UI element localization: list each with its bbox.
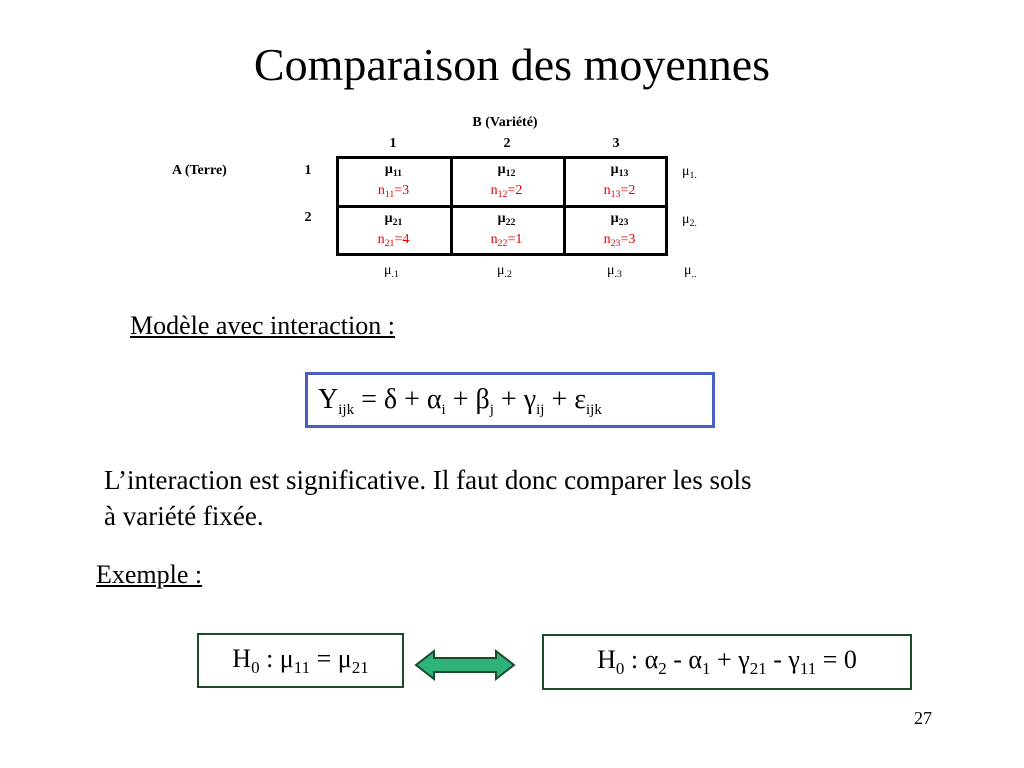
slide-title: Comparaison des moyennes xyxy=(253,39,771,90)
table-cell-13: $\mu_{13}$ $n_{13}=2$ xyxy=(603,162,636,200)
column-factor-label: B (Variété) xyxy=(472,115,538,130)
grand-margin: $\mu_{..}$ xyxy=(684,263,697,280)
row-header-1: 1 xyxy=(304,163,312,178)
column-header-3: 3 xyxy=(612,136,620,151)
column-header-2: 2 xyxy=(503,136,511,151)
row-factor-label: A (Terre) xyxy=(172,163,227,178)
body-line-1: L’interaction est significative. Il faut donc comparer les sols xyxy=(104,465,752,495)
body-line-2: à variété fixée. xyxy=(104,501,264,531)
hypothesis-left-box: $H_0$ : $\mu_{11} = \mu_{21}$ xyxy=(197,633,404,688)
model-formula: $Y_{ijk} = \delta + \alpha_i + \beta_j + \gamma_{ij} + \varepsilon_{ijk}$ xyxy=(305,372,715,428)
page-number: 27 xyxy=(914,708,932,728)
table-cell-11: $\mu_{11}$ $n_{11}=3$ xyxy=(377,162,410,200)
column-margin-3: $\mu_{.3}$ xyxy=(607,263,622,280)
table-cell-21: $\mu_{21}$ $n_{21}=4$ xyxy=(377,211,410,249)
hypothesis-right-box: $H_0$ : $\alpha_2 - \alpha_1 + \gamma_{21} - \gamma_{11} = 0$ xyxy=(542,634,912,690)
column-margin-2: $\mu_{.2}$ xyxy=(497,263,512,280)
table-cell-23: $\mu_{23}$ $n_{23}=3$ xyxy=(603,211,636,249)
row-margin-2: $\mu_{2.}$ xyxy=(682,212,697,229)
means-table xyxy=(336,156,668,256)
row-header-2: 2 xyxy=(304,210,312,225)
row-margin-1: $\mu_{1.}$ xyxy=(682,164,697,181)
column-margin-1: $\mu_{.1}$ xyxy=(384,263,399,280)
column-header-1: 1 xyxy=(389,136,397,151)
table-cell-22: $\mu_{22}$ $n_{22}=1$ xyxy=(490,211,523,249)
double-arrow-icon xyxy=(414,648,516,682)
example-heading: Exemple : xyxy=(96,560,203,589)
table-cell-12: $\mu_{12}$ $n_{12}=2$ xyxy=(490,162,523,200)
model-heading: Modèle avec interaction : xyxy=(130,311,395,340)
body-paragraph xyxy=(104,462,752,534)
